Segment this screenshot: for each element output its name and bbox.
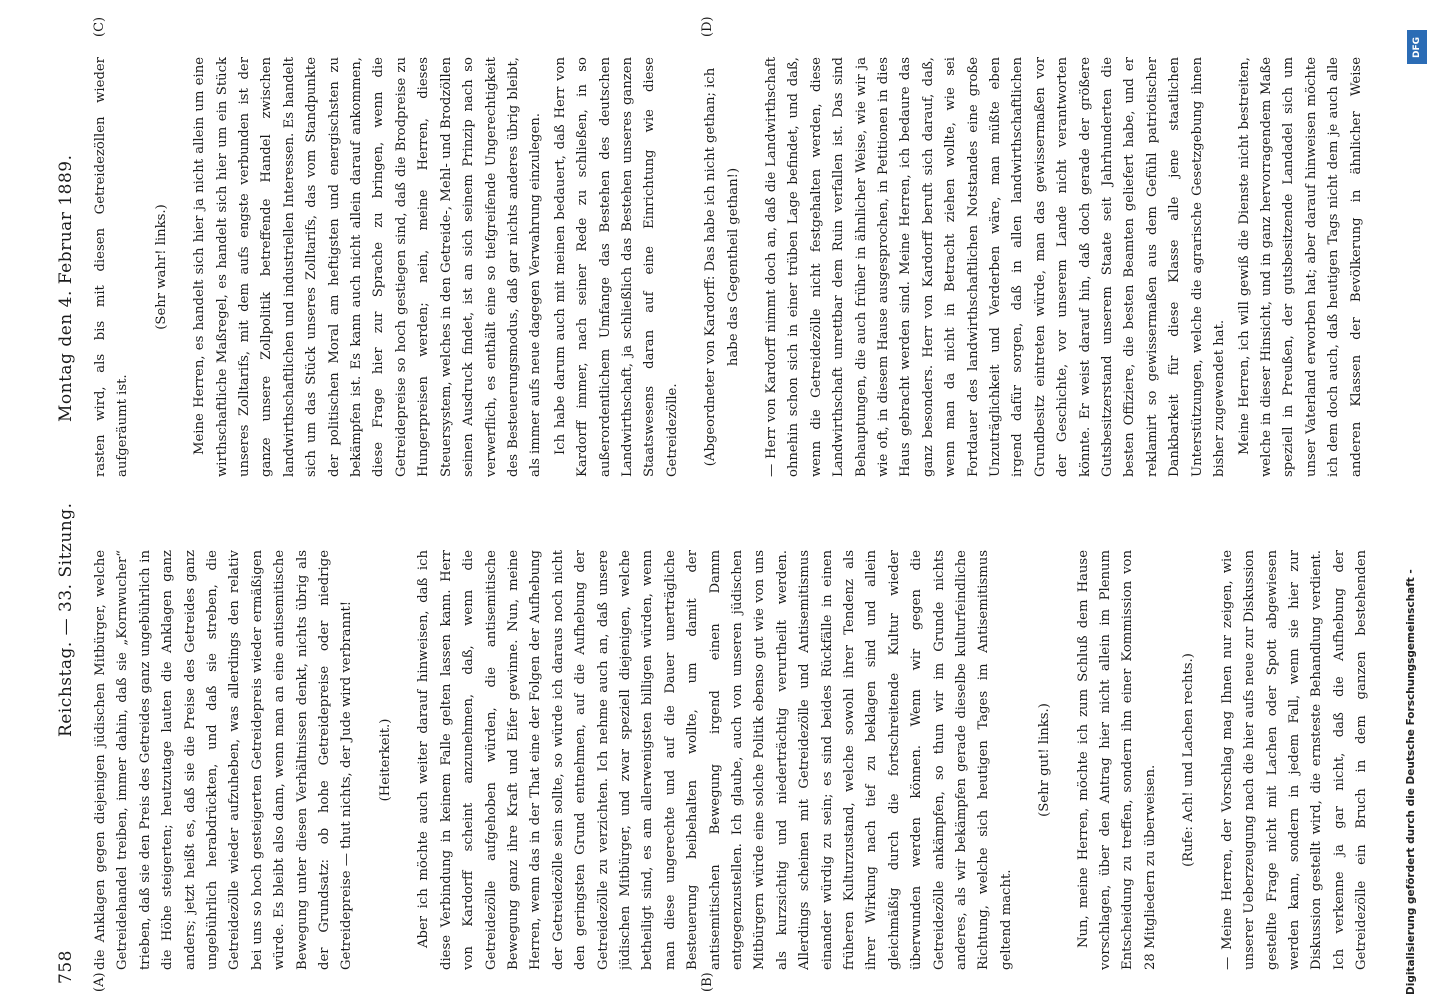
paragraph: Ich habe darum auch mit meinen bedauert, daß Herr von Kardorff immer, nach seiner Rede zu schließen, in so außerordentlichem Umfange das Bestehen des deutschen Landwirthschaft, ja schließlich das Bestehen unseres ganzen Staatswesens daran auf eine Einrichtung wie diese Getreidezölle.: [552, 57, 680, 477]
rotated-document: [50, 8, 1380, 992]
margin-label-d: (D): [700, 16, 715, 37]
reaction: (Abgeordneter von Kardorff: Das habe ich nicht gethan; ich habe das Gegentheil gethan!): [703, 67, 741, 467]
header-session: Reichstag. — 33. Sitzung.: [56, 502, 76, 737]
paragraph: Nun, meine Herren, möchte ich zum Schluß dem Hause vorschlagen, über den Antrag hier nicht allein im Plenum Entscheidung zu treffen, sondern ihn einer Kommission von 28 Mitgliedern zu überweisen.: [1075, 550, 1158, 970]
header-date: Montag den 4. Februar 1889.: [56, 154, 76, 422]
digitization-note: Digitalisierung gefördert durch die Deutsche Forschungsgemeinschaft -: [1405, 569, 1417, 995]
paragraph: — Meine Herren, der Vorschlag mag Ihnen nur zeigen, wie unserer Ueberzeugung nach die hier aufs neue zur Diskussion gestellte Frage nicht mit Lachen oder Spott abgewiesen werden kann, sondern in jedem Fall, wenn sie hier zur Diskussion gestellt wird, die ernsteste Behandlung verdient. Ich verkenne ja gar nicht, daß die Aufhebung der Getreidezölle ein Bruch in dem ganzen bestehenden: [1219, 550, 1370, 970]
page-number: 758: [56, 950, 76, 984]
reaction: (Rufe: Ach! und Lachen rechts.): [1181, 653, 1197, 867]
paragraph: Meine Herren, es handelt sich hier ja nicht allein um eine wirthschaftliche Maßregel, es handelt sich hier um ein Stück unseres Zolltarifs, mit dem aufs engste verbunden ist der ganze unsere Zollpolitik betreffende Handel zwischen landwirthschaftlichen und industriellen Interessen. Es handelt sich um das Stück unseres Zolltarifs, das vom Standpunkte der politischen Moral am heftigsten und energischsten zu bekämpfen ist. Es kann auch nicht allein darauf ankommen, diese Frage hier zur Sprache zu bringen, wenn die Getreidepreise so hoch gestiegen sind, daß die Brodpreise zu Hungerpreisen werden; nein, meine Herren, dieses Steuersystem, welches in den Getreide-, Mehl- und Brodzöllen seinen Ausdruck findet, ist an sich seinem Prinzip nach so verwerflich, es enthält eine so tiefgreifende Ungerechtigkeit des Besteuerungsmodus, daß gar nichts anderes übrig bleibt, als immer aufs neue dagegen Verwahrung einzulegen.: [192, 57, 544, 477]
paragraph: Aber ich möchte auch weiter darauf hinweisen, daß ich diese Verbindung in keinem Falle gelten lassen kann. Herr von Kardorff scheint anzunehmen, daß, wenn die Getreidezölle aufgehoben würden, die antisemitische Bewegung ganz ihre Kraft und Eifer gewinne. Nun, meine Herren, wenn das in der That eine der Folgen der Aufhebung der Getreidezölle sein sollte, so würde ich daraus noch nicht den geringsten Grund entnehmen, auf die Aufhebung der Getreidezölle zu verzichten. Ich nehme auch an, daß unsere jüdischen Mitbürger, und zwar speziell diejenigen, welche betheiligt sind, es am allerwenigsten billigen würden, wenn man diese ungerechte und auf die Dauer unerträgliche Besteuerung beibehalten wollte, um damit der antisemitischen Bewegung irgend einen Damm entgegenzustellen. Ich glaube, auch von unseren jüdischen Mitbürgern würde eine solche Politik ebenso gut wie von uns als kurzsichtig und niederträchtig verurtheilt werden. Allerdings scheinen mit Getreidezölle und Antisemitismus einander würdig zu sein; es sind beides Rückfälle in einen früheren Kulturzustand, welche sowohl ihrer Tendenz als ihrer Wirkung nach tief zu beklagen sind und allein gleichmäßig durch die fortschreitende Kultur wieder überwunden werden können. Wenn wir gegen die Getreidezölle ankämpfen, so thun wir im Grunde nichts anderes, als wir bekämpfen gerade dieselbe kulturfeindliche Richtung, welche sich heutigen Tages im Antisemitismus geltend macht.: [416, 550, 1014, 970]
margin-label-a: (A): [92, 972, 107, 992]
right-column: [90, 57, 1370, 477]
paragraph: — Herr von Kardorff nimmt doch an, daß die Landwirthschaft ohnehin schon sich in einer trüben Lage befindet, und daß, wenn die Getreidezölle nicht festgehalten werden, diese Landwirthschaft unrettbar dem Ruin verfallen ist. Das sind Behauptungen, die auch früher in ähnlicher Weise, wie wir ja wie oft, in diesem Hause ausgesprochen, in Petitionen in dies Haus gebracht werden sind. Meine Herren, ich bedaure das ganz besonders. Herr von Kardorff beruft sich darauf, daß, wenn man da nicht in Betracht ziehen wollte, wie sei Fortdauer des landwirthschaftlichen Notstandes eine große Unzuträglichkeit und Verderben wäre, man müßte eben irgend dafür sorgen, daß in allen landwirthschaftlichen Grundbesitz eintreten würde, man das gewissermaßen vor der Geschichte, vor unserem Lande nicht verantworten könnte. Er weist darauf hin, daß doch gerade der größere Gutsbesitzerstand unserem Staate seit Jahrhunderten die besten Offiziere, die besten Beamten geliefert habe, und er reklamirt so gewissermaßen aus dem Gefühl patriotischer Dankbarkeit für diese Klasse alle jene staatlichen Unterstützungen, welche die agrarische Gesetzgebung ihnen bisher zugewendet hat.: [763, 57, 1228, 477]
paragraph: rasten wird, als bis mit diesen Getreidezöllen wieder aufgeräumt ist.: [93, 57, 131, 477]
reaction: (Sehr gut! links.): [1037, 703, 1053, 817]
page-header: [50, 8, 84, 992]
dfg-logo: DFG: [1407, 30, 1427, 64]
paragraph: Meine Herren, ich will gewiß die Dienste nicht bestreiten, welche in dieser Hinsicht, und in ganz hervorragendem Maße speziell in Preußen, der gutsbesitzende Landadel sich um unser Vaterland erworben hat; aber darauf hinweisen möchte ich dem doch auch, daß heutigen Tags nicht dem je auch alle anderen Klassen der Bevölkerung in ähnlicher Weise: [1236, 57, 1364, 477]
reaction: (Heiterkeit.): [377, 718, 393, 802]
margin-label-c: (C): [92, 16, 107, 37]
paragraph: die Anklagen gegen diejenigen jüdischen Mitbürger, welche Getreidehandel treiben, immer dahin, daß sie „Kornwucher“ trieben, daß sie den Preis des Getreides ganz ungebührlich in die Höhe steigerten; heutzutage lauten die Anklagen ganz anders; jetzt heißt es, daß sie die Preise des Getreides ganz ungebührlich herabdrückten, und daß sie streben, die Getreidezölle wieder aufzuheben, was allerdings den relativ bei uns so hoch gesteigerten Getreidepreis wieder ermäßigen würde. Es bleibt also dann, wenn man an eine antisemitische Bewegung unter diesen Verhältnissen denkt, nichts übrig als der Grundsatz: ob hohe Getreidepreise oder niedrige Getreidepreise — thut nichts, der Jude wird verbrannt!: [93, 550, 355, 970]
margin-label-b: (B): [700, 972, 715, 992]
left-column: [90, 550, 1370, 970]
reaction: (Sehr wahr! links.): [153, 204, 169, 330]
